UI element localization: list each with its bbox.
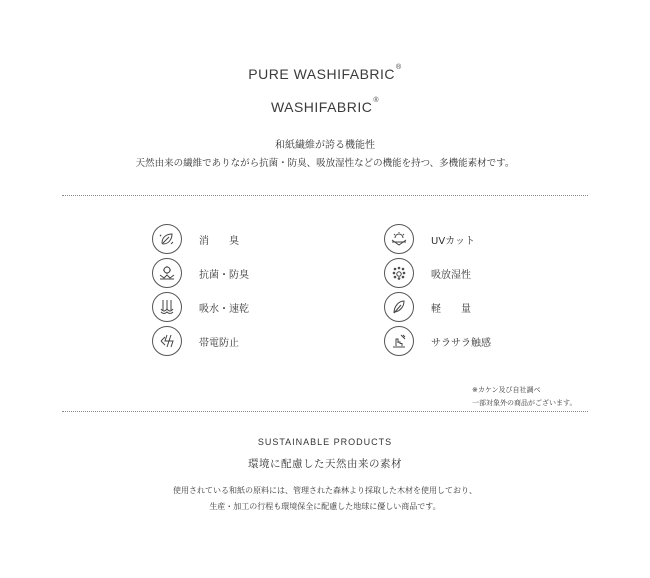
moisture-dots-icon	[384, 258, 414, 288]
footnote-test-source: ※カケン及び自社調べ	[472, 386, 541, 394]
sustainable-heading: SUSTAINABLE PRODUCTS	[257, 437, 393, 447]
feather-icon	[384, 292, 414, 322]
brand-title-washifabric	[0, 99, 650, 115]
feature-antistatic	[152, 326, 239, 356]
feature-moisture	[384, 258, 471, 288]
feature-label: 帯電防止	[199, 337, 239, 349]
leaf-sparkle-icon	[152, 224, 182, 254]
feature-quick-dry	[152, 292, 249, 322]
feature-uv-cut	[384, 224, 475, 254]
hand-touch-icon	[384, 326, 414, 356]
feature-smooth-touch	[384, 326, 491, 356]
feature-label: サラサラ触感	[431, 337, 491, 349]
feature-label: 吸水・速乾	[199, 303, 249, 315]
dotted-divider-bottom	[62, 411, 588, 412]
footnote-exclusions: 一部対象外の商品がございます。	[472, 399, 577, 407]
feature-antibacterial	[152, 258, 249, 288]
water-wave-icon	[152, 292, 182, 322]
feature-deodorant	[152, 224, 239, 254]
registered-mark-2: ®	[373, 97, 380, 104]
page-subtitle: 和紙繊維が誇る機能性	[275, 140, 375, 151]
brand-name-2: WASHIFABRIC	[270, 99, 373, 115]
registered-mark-1: ®	[396, 64, 402, 71]
feature-lightweight	[384, 292, 471, 322]
sustainable-body-line2: 生産・加工の行程も環境保全に配慮した地球に優しい商品です。	[209, 502, 441, 511]
sun-block-icon	[384, 224, 414, 254]
brand-title-pure-washifabric	[0, 66, 650, 82]
sustainable-body-line1: 使用されている和紙の原料には、管理された森林より採取した木材を使用しており、	[173, 486, 477, 495]
germ-shield-icon	[152, 258, 182, 288]
feature-label: UVカット	[431, 235, 476, 247]
feature-label: 吸放湿性	[431, 269, 471, 281]
brand-name-1: PURE WASHIFABRIC	[248, 66, 396, 82]
feature-label: 軽 量	[431, 303, 471, 315]
feature-label: 消 臭	[199, 235, 239, 247]
static-lightning-icon	[152, 326, 182, 356]
feature-label: 抗菌・防臭	[199, 269, 249, 281]
sustainable-subheading: 環境に配慮した天然由来の素材	[248, 458, 402, 470]
dotted-divider-top	[62, 195, 588, 196]
page-description: 天然由来の繊維でありながら抗菌・防臭、吸放湿性などの機能を持つ、多機能素材です。	[135, 158, 515, 169]
